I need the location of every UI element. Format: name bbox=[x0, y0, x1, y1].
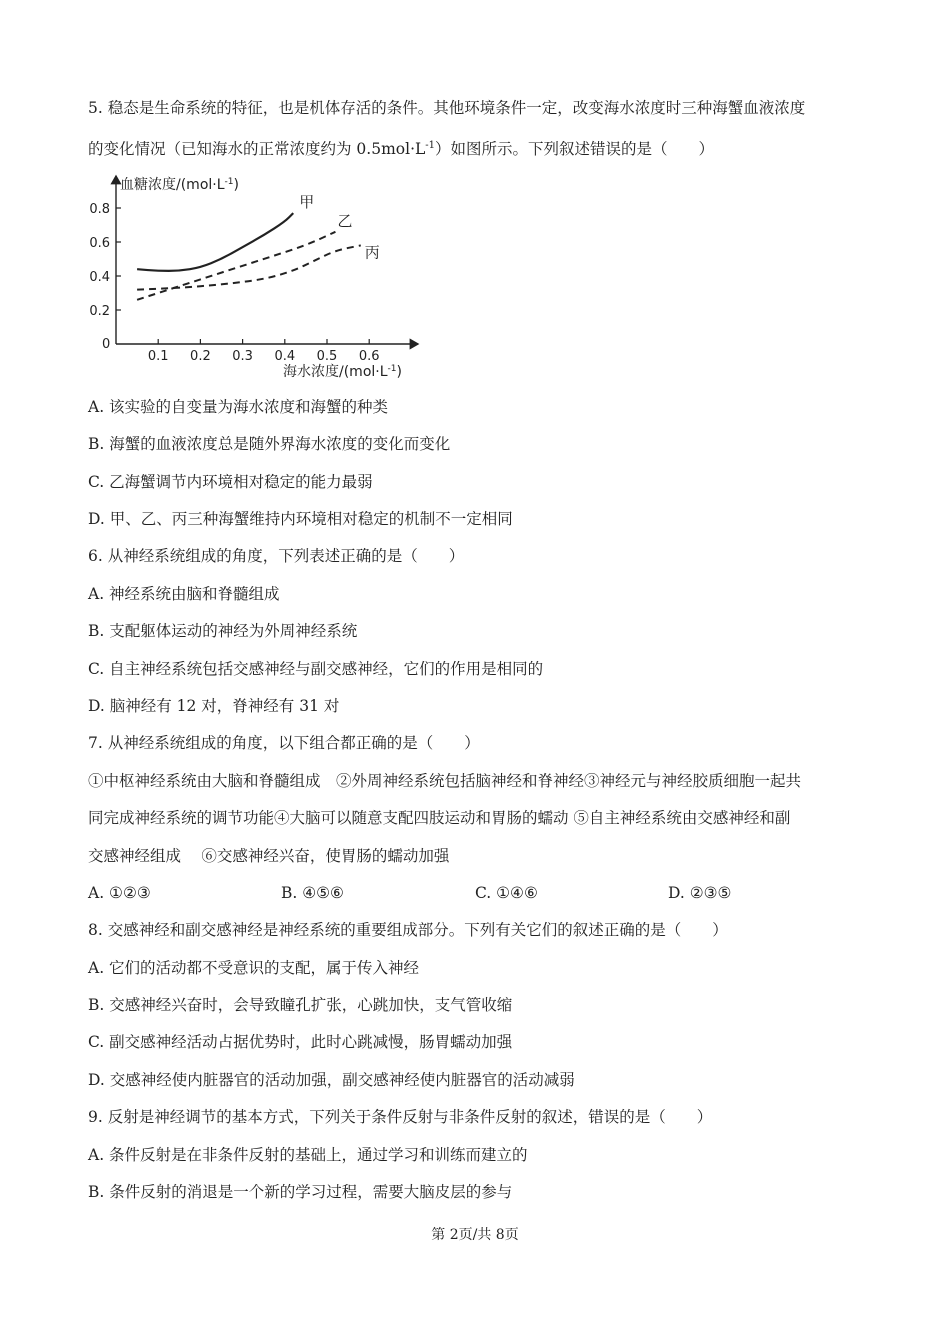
q9-option-b: B. 条件反射的消退是一个新的学习过程，需要大脑皮层的参与 bbox=[88, 1183, 513, 1201]
q7-body-line3: 交感神经组成 ⑥交感神经兴奋，使胃肠的蠕动加强 bbox=[88, 847, 450, 865]
x-tick-label: 0.4 bbox=[274, 349, 296, 364]
x-tick-label: 0.1 bbox=[147, 349, 169, 364]
q5-stem-line1: 5. 稳态是生命系统的特征，也是机体存活的条件。其他环境条件一定，改变海水浓度时三种海蟹血液浓度 bbox=[88, 99, 806, 117]
q7-option-d: D. ②③⑤ bbox=[668, 884, 732, 902]
q5-option-c: C. 乙海蟹调节内环境相对稳定的能力最弱 bbox=[88, 473, 373, 491]
q8-option-c: C. 副交感神经活动占据优势时，此时心跳减慢，肠胃蠕动加强 bbox=[88, 1033, 513, 1051]
x-axis-label: 海水浓度$/(mol\cdot L^{-1})$ bbox=[283, 364, 402, 380]
q5-stem-line2 bbox=[88, 136, 714, 159]
x-tick-label: 0.3 bbox=[232, 349, 253, 364]
x-tick-label: 0.2 bbox=[190, 349, 211, 364]
y-tick-label: 0.2 bbox=[89, 304, 110, 319]
y-tick-label: 0.6 bbox=[89, 236, 110, 251]
series-label-2: 乙 bbox=[337, 211, 353, 230]
q9-stem: 9. 反射是神经调节的基本方式，下列关于条件反射与非条件反射的叙述，错误的是（ ） bbox=[88, 1108, 713, 1126]
origin-label: 0 bbox=[102, 337, 111, 352]
q7-body-line2: 同完成神经系统的调节功能④大脑可以随意支配四肢运动和胃肠的蠕动 ⑤自主神经系统由交感神经和副 bbox=[88, 809, 791, 827]
q6-option-c: C. 自主神经系统包括交感神经与副交感神经，它们的作用是相同的 bbox=[88, 660, 544, 678]
q5-option-b: B. 海蟹的血液浓度总是随外界海水浓度的变化而变化 bbox=[88, 435, 451, 453]
q5-stem-pre: 的变化情况（已知海水的正常浓度约为 0.5mol·L bbox=[88, 140, 426, 159]
q9-option-a: A. 条件反射是在非条件反射的基础上，通过学习和训练而建立的 bbox=[88, 1146, 528, 1164]
q7-stem: 7. 从神经系统组成的角度，以下组合都正确的是（ ） bbox=[88, 734, 480, 752]
q7-body-line1: ①中枢神经系统由大脑和脊髓组成 ②外周神经系统包括脑神经和脊神经③神经元与神经胶质细胞一起共 bbox=[88, 772, 802, 790]
q6-option-a: A. 神经系统由脑和脊髓组成 bbox=[88, 585, 280, 603]
q7-option-c: C. ①④⑥ bbox=[475, 884, 538, 902]
series-line-1 bbox=[137, 213, 293, 271]
series-label-1: 甲 bbox=[299, 193, 315, 212]
q5-stem-sup: -1 bbox=[425, 140, 436, 151]
q5-stem-post: ）如图所示。下列叙述错误的是（ ） bbox=[435, 140, 715, 159]
q5-option-a: A. 该实验的自变量为海水浓度和海蟹的种类 bbox=[88, 398, 389, 416]
q6-option-d: D. 脑神经有 12 对，脊神经有 31 对 bbox=[88, 697, 340, 715]
q6-option-b: B. 支配躯体运动的神经为外周神经系统 bbox=[88, 622, 358, 640]
q8-option-d: D. 交感神经使内脏器官的活动加强，副交感神经使内脏器官的活动减弱 bbox=[88, 1071, 575, 1089]
x-tick-label: 0.5 bbox=[316, 349, 338, 364]
q5-option-d: D. 甲、乙、丙三种海蟹维持内环境相对稳定的机制不一定相同 bbox=[88, 510, 513, 528]
y-tick-label: 0.4 bbox=[89, 270, 110, 285]
series-label-3: 丙 bbox=[364, 243, 380, 262]
q7-option-b: B. ④⑤⑥ bbox=[281, 884, 344, 902]
q8-option-a: A. 它们的活动都不受意识的支配，属于传入神经 bbox=[88, 959, 420, 977]
y-axis-label: 血糖浓度$/(mol\cdot L^{-1})$ bbox=[120, 177, 239, 193]
y-tick-label: 0.8 bbox=[89, 202, 110, 217]
q7-option-a: A. ①②③ bbox=[88, 884, 151, 902]
x-tick-label: 0.6 bbox=[358, 349, 380, 364]
q8-option-b: B. 交感神经兴奋时，会导致瞳孔扩张，心跳加快，支气管收缩 bbox=[88, 996, 513, 1014]
series-line-3 bbox=[137, 245, 361, 289]
q8-stem: 8. 交感神经和副交感神经是神经系统的重要组成部分。下列有关它们的叙述正确的是（ ） bbox=[88, 921, 728, 939]
blood-concentration-chart bbox=[86, 170, 426, 384]
page-footer: 第 2页/共 8页 bbox=[431, 1227, 519, 1243]
q6-stem: 6. 从神经系统组成的角度，下列表述正确的是（ ） bbox=[88, 547, 465, 565]
